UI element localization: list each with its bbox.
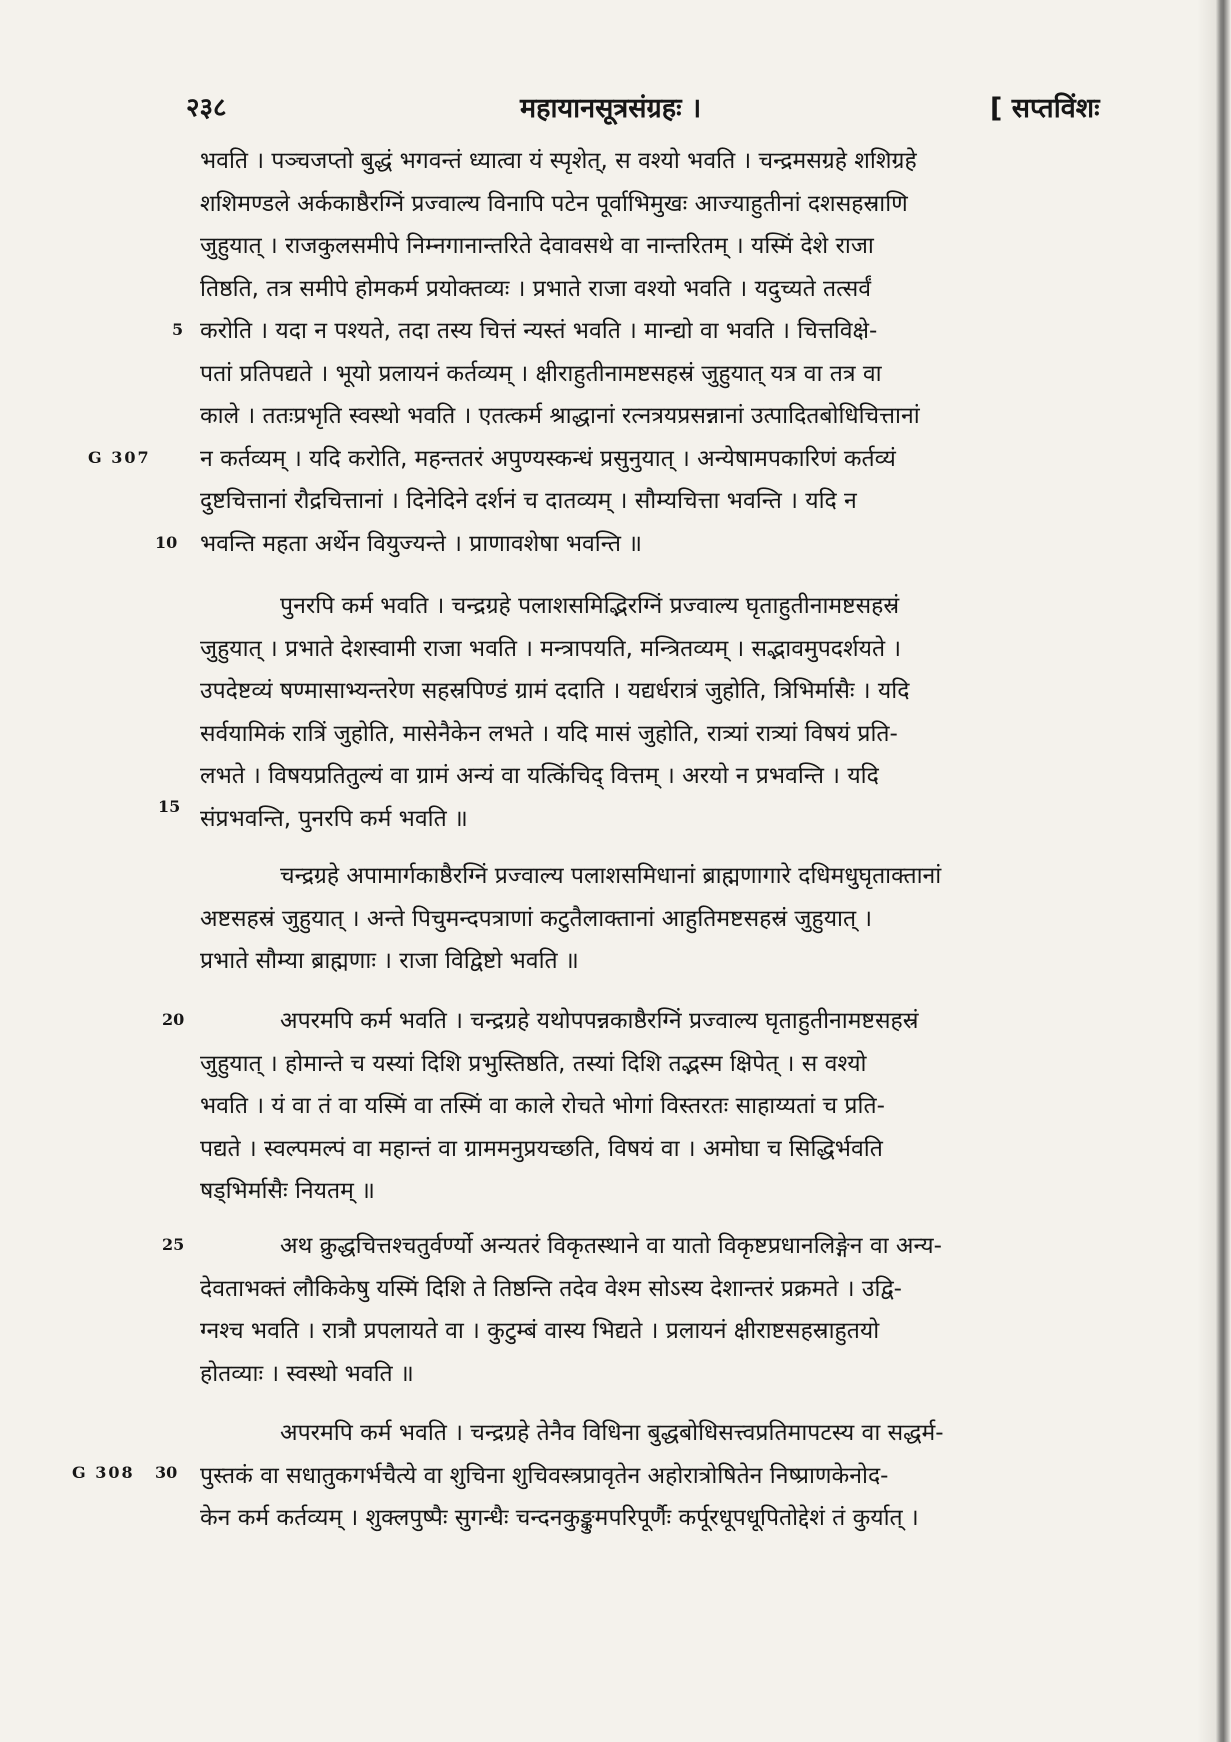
text-line: केन कर्म कर्तव्यम् । शुक्लपुष्पैः सुगन्धैः चन्दनकुङ्कुमपरिपूर्णैः कर्पूरधूपधूपितोद्देशं तं कुर्यात् । bbox=[200, 1505, 919, 1531]
text-line: पतां प्रतिपद्यते । भूयो प्रलायनं कर्तव्यम् । क्षीराहुतीनामष्टसहस्रं जुहुयात् यत्र वा तत्र वा bbox=[200, 360, 882, 387]
text-line: होतव्याः । स्वस्थो भवति ॥ bbox=[200, 1360, 414, 1387]
paragraph-2 bbox=[200, 585, 1110, 840]
running-title: महायानसूत्रसंग्रहः । bbox=[520, 93, 702, 124]
text-line: अथ क्रुद्धचित्तश्चतुर्वर्ण्यो अन्यतरं विकृतस्थाने वा यातो विकृष्टप्रधानलिङ्गेन वा अन्य- bbox=[280, 1233, 942, 1259]
text-line: जुहुयात् । राजकुलसमीपे निम्नगानान्तरिते देवावसथे वा नान्तरितम् । यस्मिं देशे राजा bbox=[200, 233, 874, 259]
text-line: तिष्ठति, तत्र समीपे होमकर्म प्रयोक्तव्यः । प्रभाते राजा वश्यो भवति । यदुच्यते तत्सर्वं bbox=[200, 275, 872, 302]
text-line: जुहुयात् । प्रभाते देशस्वामी राजा भवति । मन्त्रापयति, मन्त्रितव्यम् । सद्भावमुपदर्शयते । bbox=[200, 635, 902, 662]
margin-ref-g308: G 308 bbox=[72, 1463, 135, 1482]
text-line: अपरमपि कर्म भवति । चन्द्रग्रहे यथोपपन्नकाष्ठैरग्निं प्रज्वाल्य घृताहुतीनामष्टसहस्रं bbox=[280, 1008, 919, 1034]
text-line: उपदेष्टव्यं षण्मासाभ्यन्तरेण सहस्रपिण्डं ग्रामं ददाति । यद्यर्धरात्रं जुहोति, त्रिभिर्मासैः । यदि bbox=[200, 678, 910, 704]
page-binding-edge bbox=[1197, 0, 1231, 1742]
text-line: भवति । पञ्चजप्तो बुद्धं भगवन्तं ध्यात्वा यं स्पृशेत्, स वश्यो भवति । चन्द्रमसग्रहे शशिग्रहे bbox=[200, 148, 917, 174]
text-line: जुहुयात् । होमान्ते च यस्यां दिशि प्रभुस्तिष्ठति, तस्यां दिशि तद्भस्म क्षिपेत् । स वश्यो bbox=[200, 1050, 867, 1077]
paragraph-6 bbox=[200, 1412, 1110, 1540]
page-number: २३८ bbox=[186, 93, 227, 123]
text-line: पुनरपि कर्म भवति । चन्द्रग्रहे पलाशसमिद्भिरग्निं प्रज्वाल्य घृताहुतीनामष्टसहस्रं bbox=[280, 593, 900, 619]
line-number-10: 10 bbox=[155, 533, 178, 552]
line-number-25: 25 bbox=[162, 1235, 185, 1254]
text-line: न कर्तव्यम् । यदि करोति, महन्ततरं अपुण्यस्कन्धं प्रसुनुयात् । अन्येषामपकारिणं कर्तव्यं bbox=[200, 445, 896, 472]
text-line: भवति । यं वा तं वा यस्मिं वा तस्मिं वा काले रोचते भोगां विस्तरतः साहाय्यतां च प्रति- bbox=[200, 1093, 885, 1119]
text-line: प्रभाते सौम्या ब्राह्मणाः । राजा विद्विष्टो भवति ॥ bbox=[200, 948, 579, 974]
text-line: अपरमपि कर्म भवति । चन्द्रग्रहे तेनैव विधिना बुद्धबोधिसत्त्वप्रतिमापटस्य वा सद्धर्म- bbox=[280, 1420, 944, 1446]
margin-ref-g307: G 307 bbox=[88, 448, 151, 467]
text-line: षड्भिर्मासैः नियतम् ॥ bbox=[200, 1178, 375, 1204]
paragraph-4 bbox=[200, 1000, 1110, 1213]
text-line: चन्द्रग्रहे अपामार्गकाष्ठैरग्निं प्रज्वाल्य पलाशसमिधानां ब्राह्मणागारे दधिमधुघृताक्तानां bbox=[280, 863, 942, 889]
text-line: लभते । विषयप्रतितुल्यं वा ग्रामं अन्यं वा यत्किंचिद् वित्तम् । अरयो न प्रभवन्ति । यदि bbox=[200, 763, 879, 789]
text-line: देवताभक्तं लौकिकेषु यस्मिं दिशि ते तिष्ठन्ति तदेव वेश्म सोऽस्य देशान्तरं प्रक्रमते । उद्वि- bbox=[200, 1275, 902, 1302]
paragraph-5 bbox=[200, 1225, 1110, 1395]
paragraph-3 bbox=[200, 855, 1110, 983]
line-number-5: 5 bbox=[172, 320, 184, 339]
text-line: पुस्तकं वा सधातुकगर्भचैत्ये वा शुचिना शुचिवस्त्रप्रावृतेन अहोरात्रोषितेन निष्प्राणकेनोद- bbox=[200, 1462, 889, 1489]
section-label: [ सप्तविंशः bbox=[990, 93, 1100, 124]
text-line: भवन्ति महता अर्थेन वियुज्यन्ते । प्राणावशेषा भवन्ति ॥ bbox=[200, 530, 643, 557]
text-line: सर्वयामिकं रात्रिं जुहोति, मासेनैकेन लभते । यदि मासं जुहोति, रात्र्यां रात्र्यां विषयं प्रति- bbox=[200, 720, 898, 747]
text-line: शशिमण्डले अर्ककाष्ठैरग्निं प्रज्वाल्य विनापि पटेन पूर्वाभिमुखः आज्याहुतीनां दशसहस्राणि bbox=[200, 190, 908, 217]
line-number-15: 15 bbox=[158, 797, 181, 816]
text-line: पद्यते । स्वल्पमल्पं वा महान्तं वा ग्राममनुप्रयच्छति, विषयं वा । अमोघा च सिद्धिर्भवति bbox=[200, 1135, 883, 1162]
text-line: काले । ततःप्रभृति स्वस्थो भवति । एतत्कर्म श्राद्धानां रत्नत्रयप्रसन्नानां उत्पादितबोधिचित्तानां bbox=[200, 403, 920, 429]
line-number-30: 30 bbox=[155, 1463, 178, 1482]
text-line: ग्नश्च भवति । रात्रौ प्रपलायते वा । कुटुम्बं वास्य भिद्यते । प्रलायनं क्षीराष्टसहस्राहुतयो bbox=[200, 1318, 880, 1344]
paragraph-1 bbox=[200, 140, 1110, 565]
line-number-20: 20 bbox=[162, 1010, 185, 1029]
text-line: अष्टसहस्रं जुहुयात् । अन्ते पिचुमन्दपत्राणां कटुतैलाक्तानां आहुतिमष्टसहस्रं जुहुयात् । bbox=[200, 905, 873, 932]
page-header bbox=[0, 88, 1231, 128]
text-line: संप्रभवन्ति, पुनरपि कर्म भवति ॥ bbox=[200, 805, 468, 832]
text-line: दुष्टचित्तानां रौद्रचित्तानां । दिनेदिने दर्शनं च दातव्यम् । सौम्यचित्ता भवन्ति । यदि न bbox=[200, 488, 857, 514]
text-line: करोति । यदा न पश्यते, तदा तस्य चित्तं न्यस्तं भवति । मान्द्यो वा भवति । चित्तविक्षे- bbox=[200, 318, 878, 344]
